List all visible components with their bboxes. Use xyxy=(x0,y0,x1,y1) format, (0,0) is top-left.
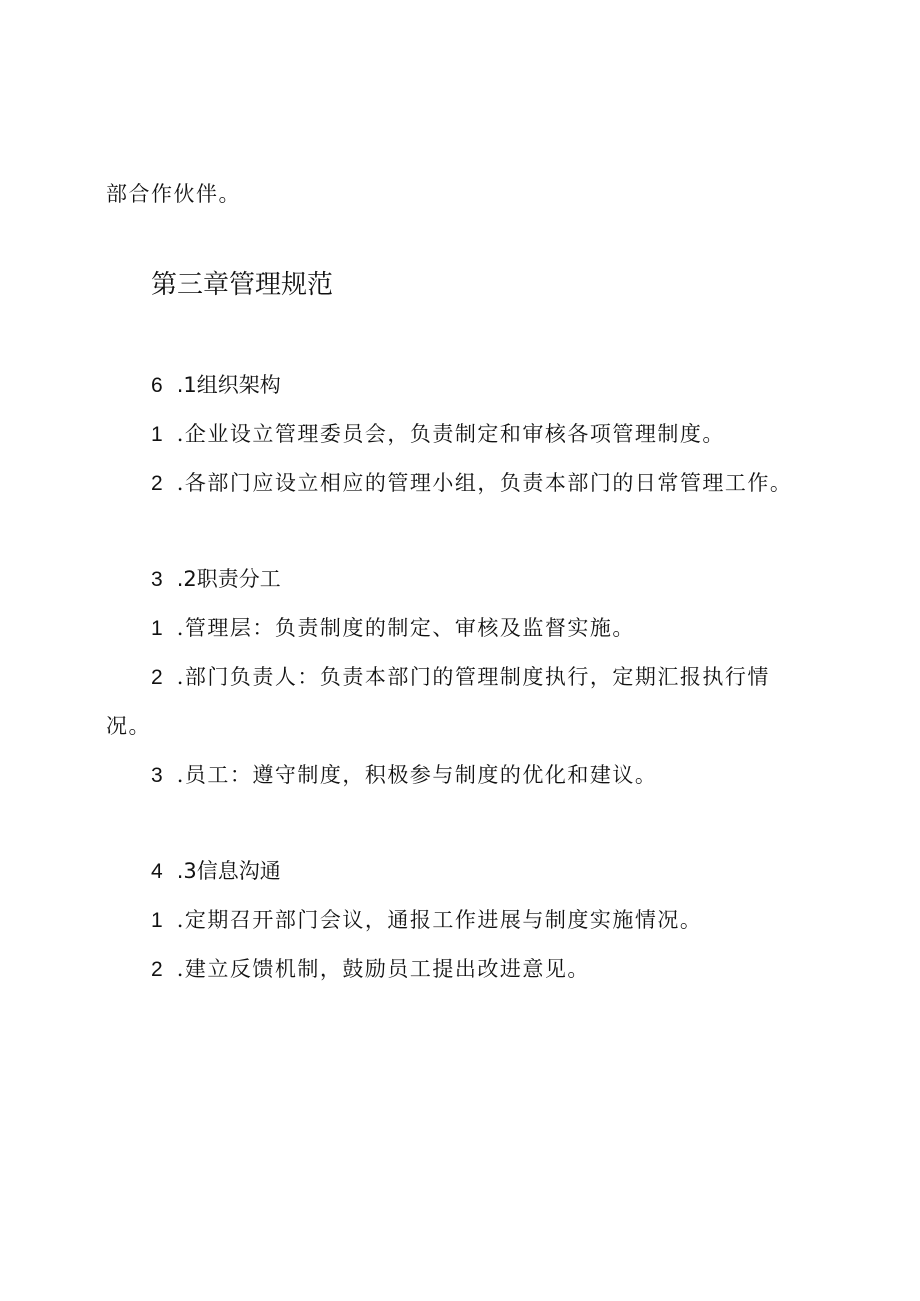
section-heading xyxy=(151,857,281,886)
item-text: .企业设立管理委员会，负责制定和审核各项管理制度。 xyxy=(176,422,725,446)
section-heading-text: .1组织架构 xyxy=(176,373,281,397)
item-text: .员工：遵守制度，积极参与制度的优化和建议。 xyxy=(176,763,658,787)
section-heading-text: .2职责分工 xyxy=(176,567,281,591)
item-number: 1 xyxy=(151,909,163,932)
item-number: 2 xyxy=(151,666,163,689)
item-text: .管理层：负责制度的制定、审核及监督实施。 xyxy=(176,616,635,640)
list-item xyxy=(151,614,635,643)
item-text: .建立反馈机制，鼓励员工提出改进意见。 xyxy=(176,957,590,981)
section-heading-text: .3信息沟通 xyxy=(176,859,281,883)
list-item xyxy=(151,469,792,498)
item-text: .部门负责人：负责本部门的管理制度执行，定期汇报执行情 xyxy=(176,665,770,689)
section-number: 6 xyxy=(151,374,163,397)
item-number: 2 xyxy=(151,472,163,495)
list-item xyxy=(151,663,770,692)
item-number: 1 xyxy=(151,617,163,640)
item-text: .各部门应设立相应的管理小组，负责本部门的日常管理工作。 xyxy=(176,471,793,495)
list-item-wrap: 况。 xyxy=(106,714,151,738)
continuation-text: 部合作伙伴。 xyxy=(106,182,241,206)
section-number: 3 xyxy=(151,568,163,591)
list-item xyxy=(151,955,590,984)
section-heading xyxy=(151,565,281,594)
item-number: 2 xyxy=(151,958,163,981)
list-item xyxy=(151,420,725,449)
section-number: 4 xyxy=(151,860,163,883)
list-item xyxy=(151,761,657,790)
chapter-title: 第三章管理规范 xyxy=(151,270,334,300)
section-heading xyxy=(151,371,281,400)
item-text: .定期召开部门会议，通报工作进展与制度实施情况。 xyxy=(176,908,703,932)
list-item xyxy=(151,906,702,935)
item-number: 1 xyxy=(151,423,163,446)
item-number: 3 xyxy=(151,764,163,787)
